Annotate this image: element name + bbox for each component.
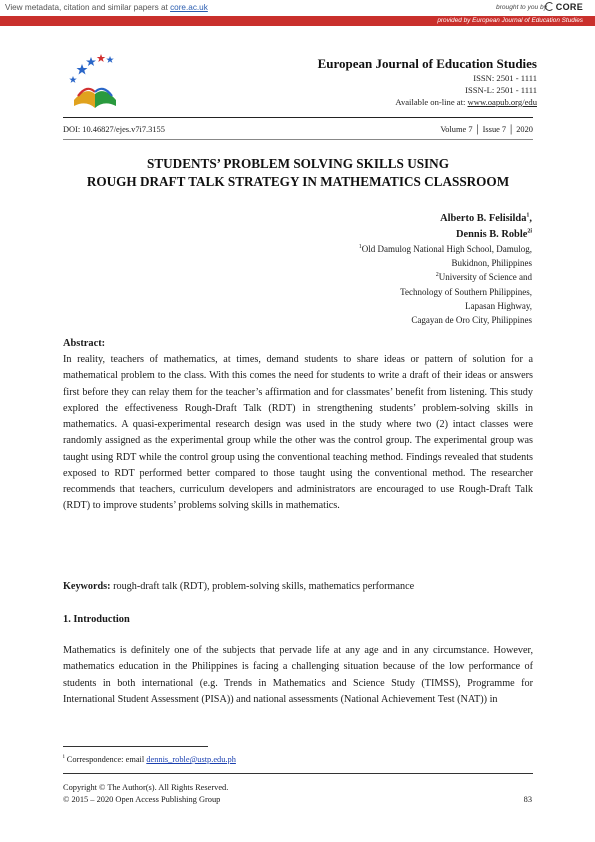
provided-by-label: provided by European Journal of Education Studies bbox=[437, 17, 583, 24]
aff-2-text: University of Science and bbox=[438, 272, 532, 283]
affiliation-2-line-1 bbox=[359, 270, 532, 284]
correspondence-email-link[interactable]: dennis_roble@ustp.edu.ph bbox=[146, 755, 236, 764]
stars-icon bbox=[69, 54, 114, 83]
keywords-text: rough-draft talk (RDT), problem-solving skills, mathematics performance bbox=[110, 581, 415, 592]
footnote-sup: i bbox=[63, 754, 65, 761]
affiliation-2-line-2: Technology of Southern Philippines, bbox=[400, 286, 532, 297]
affiliations bbox=[359, 242, 532, 327]
core-logo-text: CORE bbox=[555, 2, 583, 12]
page-number: 83 bbox=[523, 795, 532, 804]
author-1-sup: 1 bbox=[526, 212, 530, 219]
title-line-2: ROUGH DRAFT TALK STRATEGY IN MATHEMATICS CLASSROOM bbox=[86, 174, 510, 189]
affiliation-1-line-1 bbox=[359, 242, 532, 256]
core-logo[interactable] bbox=[545, 2, 583, 12]
core-metadata-link[interactable] bbox=[5, 3, 208, 12]
author-2 bbox=[456, 229, 532, 240]
aff-1-sup: 1 bbox=[358, 244, 362, 250]
brought-by-label: brought to you by bbox=[496, 4, 547, 11]
online-prefix: Available on-line at: bbox=[395, 97, 468, 107]
author-1: Alberto B. Felisilda$^1$, bbox=[440, 212, 532, 224]
footnote bbox=[63, 755, 236, 764]
aff-2-sup: 2 bbox=[435, 272, 439, 279]
affiliation-2-line-4: Cagayan de Oro City, Philippines bbox=[411, 315, 532, 326]
title-line-1: STUDENTS’ PROBLEM SOLVING SKILLS USING bbox=[147, 156, 449, 171]
core-link[interactable]: core.ac.uk bbox=[170, 3, 208, 12]
footnote-divider bbox=[63, 746, 208, 747]
header-divider bbox=[63, 117, 533, 118]
aff-1-text: Old Damulog National High School, Damulog, bbox=[361, 244, 532, 254]
journal-logo-icon bbox=[64, 50, 124, 110]
doi: DOI: 10.46827/ejes.v7i7.3155 bbox=[63, 125, 165, 134]
core-link-prefix: View metadata, citation and similar papers at bbox=[5, 3, 171, 12]
abstract-heading: Abstract: bbox=[63, 338, 106, 349]
meta-divider bbox=[63, 139, 533, 140]
abstract-body: In reality, teachers of mathematics, at times, demand students to share ideas or pattern of solution for a mathematical problem to the class. With this comes the need for students to write a draft of their ideas or answers first before they can relay them for the teacher’s affirmation and for classmates’ benefit from listening. This study explored the effectiveness Rough-Draft Talk (RDT) in strengthening students’ problem-solving skills in mathematics. A quasi-experimental research design was used in the study where two (2) intact classes were randomly assigned as the experimental group while the other was the control group. The experimental group was taught using RDT while the control group using the conventional teaching method. Findings revealed that students exposed to RDT performed better compared to those taught using the conventional method. The researcher recommends that teachers, curriculum developers and administrators are encouraged to use Rough-Draft Talk (RDT) to improve students’ problems solving skills in mathematics. bbox=[63, 354, 533, 512]
publisher-line: © 2015 – 2020 Open Access Publishing Group bbox=[63, 795, 221, 804]
journal-url-link[interactable]: www.oapub.org/edu bbox=[467, 97, 537, 107]
core-ring-icon bbox=[545, 2, 554, 11]
issn-l: ISSN-L: 2501 - 1111 bbox=[465, 85, 537, 95]
online-availability bbox=[395, 97, 537, 107]
keywords bbox=[63, 581, 533, 592]
introduction-body: Mathematics is definitely one of the subjects that pervade life at any age and in any circumstance. However, mathematics education in the Philippines is facing a challenging situation because of the low performance of students in both international (e.g. Trends in Mathematics and Science Study (TIMSS), Programme for International Student Assessment (PISA)) and national assessments (National Achievement Test (NAT)) in bbox=[63, 645, 533, 705]
author-2-sup: 2i bbox=[527, 228, 532, 235]
volume-issue: Volume 7 │ Issue 7 │ 2020 bbox=[440, 125, 533, 134]
footnote-prefix: Correspondence: email bbox=[66, 755, 147, 764]
affiliation-2-line-3: Lapasan Highway, bbox=[465, 300, 532, 311]
introduction-heading: 1. Introduction bbox=[63, 614, 130, 625]
journal-title: European Journal of Education Studies bbox=[317, 56, 537, 71]
issn: ISSN: 2501 - 1111 bbox=[473, 73, 537, 83]
author-1-name: Alberto B. Felisilda bbox=[440, 213, 527, 224]
copyright: Copyright © The Author(s). All Rights Reserved. bbox=[63, 783, 229, 792]
author-2-name: Dennis B. Roble bbox=[456, 229, 528, 240]
keywords-label: Keywords: bbox=[63, 581, 111, 592]
affiliation-1-line-2: Bukidnon, Philippines bbox=[451, 258, 532, 269]
paper-title bbox=[63, 155, 533, 191]
open-book-icon bbox=[74, 89, 116, 108]
footer-divider bbox=[63, 773, 533, 774]
